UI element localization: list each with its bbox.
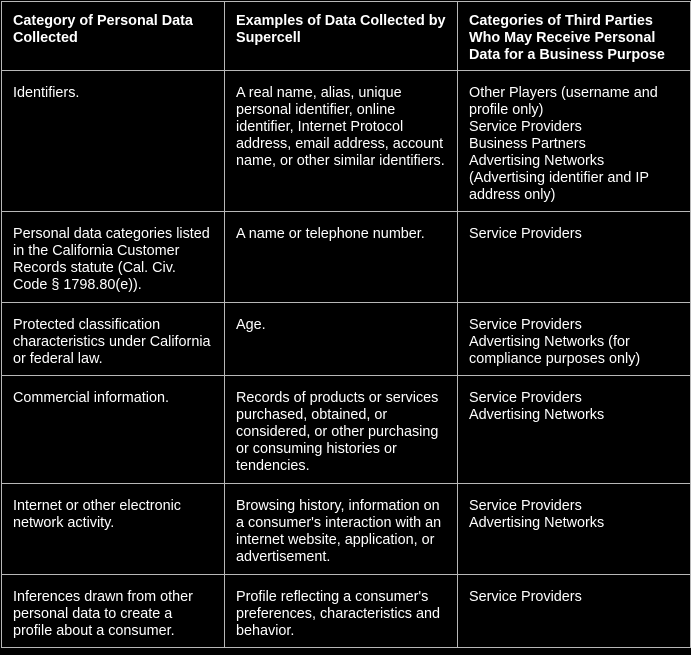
- third-party-item: Advertising Networks: [469, 515, 605, 531]
- examples-cell: A name or telephone number.: [225, 212, 458, 303]
- third-party-item: Service Providers: [469, 390, 582, 406]
- examples-cell: Profile reflecting a consumer's preferences, characteristics and behavior.: [225, 575, 458, 648]
- table-row: [2, 484, 691, 575]
- category-cell: Protected classification characteristics under California or federal law.: [2, 303, 225, 376]
- table-header-row: [2, 2, 691, 71]
- third-parties-cell: [458, 303, 691, 376]
- header-third-parties: Categories of Third Parties Who May Receive Personal Data for a Business Purpose: [458, 2, 691, 71]
- examples-cell: Records of products or services purchased, obtained, or considered, or other purchasing or consuming histories or tendencies.: [225, 376, 458, 484]
- table-row: [2, 212, 691, 303]
- category-cell: Internet or other electronic network activity.: [2, 484, 225, 575]
- third-party-item: Service Providers: [469, 317, 582, 333]
- table-row: [2, 71, 691, 212]
- third-parties-cell: [458, 575, 691, 648]
- third-party-item: Service Providers: [469, 119, 582, 135]
- third-party-item: Advertising Networks (Advertising identifier and IP address only): [469, 153, 649, 203]
- third-parties-cell: [458, 484, 691, 575]
- third-party-item: Advertising Networks (for compliance purposes only): [469, 334, 641, 367]
- category-cell: Commercial information.: [2, 376, 225, 484]
- third-parties-cell: [458, 71, 691, 212]
- examples-cell: Age.: [225, 303, 458, 376]
- personal-data-table: [1, 1, 691, 648]
- third-party-item: Other Players (username and profile only): [469, 85, 658, 118]
- table-row: [2, 376, 691, 484]
- header-examples: Examples of Data Collected by Supercell: [225, 2, 458, 71]
- third-parties-cell: [458, 212, 691, 303]
- category-cell: Identifiers.: [2, 71, 225, 212]
- third-party-item: Service Providers: [469, 589, 582, 605]
- third-parties-cell: [458, 376, 691, 484]
- third-party-item: Business Partners: [469, 136, 586, 152]
- category-cell: Inferences drawn from other personal data to create a profile about a consumer.: [2, 575, 225, 648]
- table-row: [2, 303, 691, 376]
- third-party-item: Service Providers: [469, 226, 582, 242]
- third-party-item: Service Providers: [469, 498, 582, 514]
- header-category: Category of Personal Data Collected: [2, 2, 225, 71]
- category-cell: Personal data categories listed in the California Customer Records statute (Cal. Civ. Code § 1798.80(e)).: [2, 212, 225, 303]
- examples-cell: A real name, alias, unique personal identifier, online identifier, Internet Protocol address, email address, account name, or other similar identifiers.: [225, 71, 458, 212]
- examples-cell: Browsing history, information on a consumer's interaction with an internet website, application, or advertisement.: [225, 484, 458, 575]
- third-party-item: Advertising Networks: [469, 407, 605, 423]
- table-row: [2, 575, 691, 648]
